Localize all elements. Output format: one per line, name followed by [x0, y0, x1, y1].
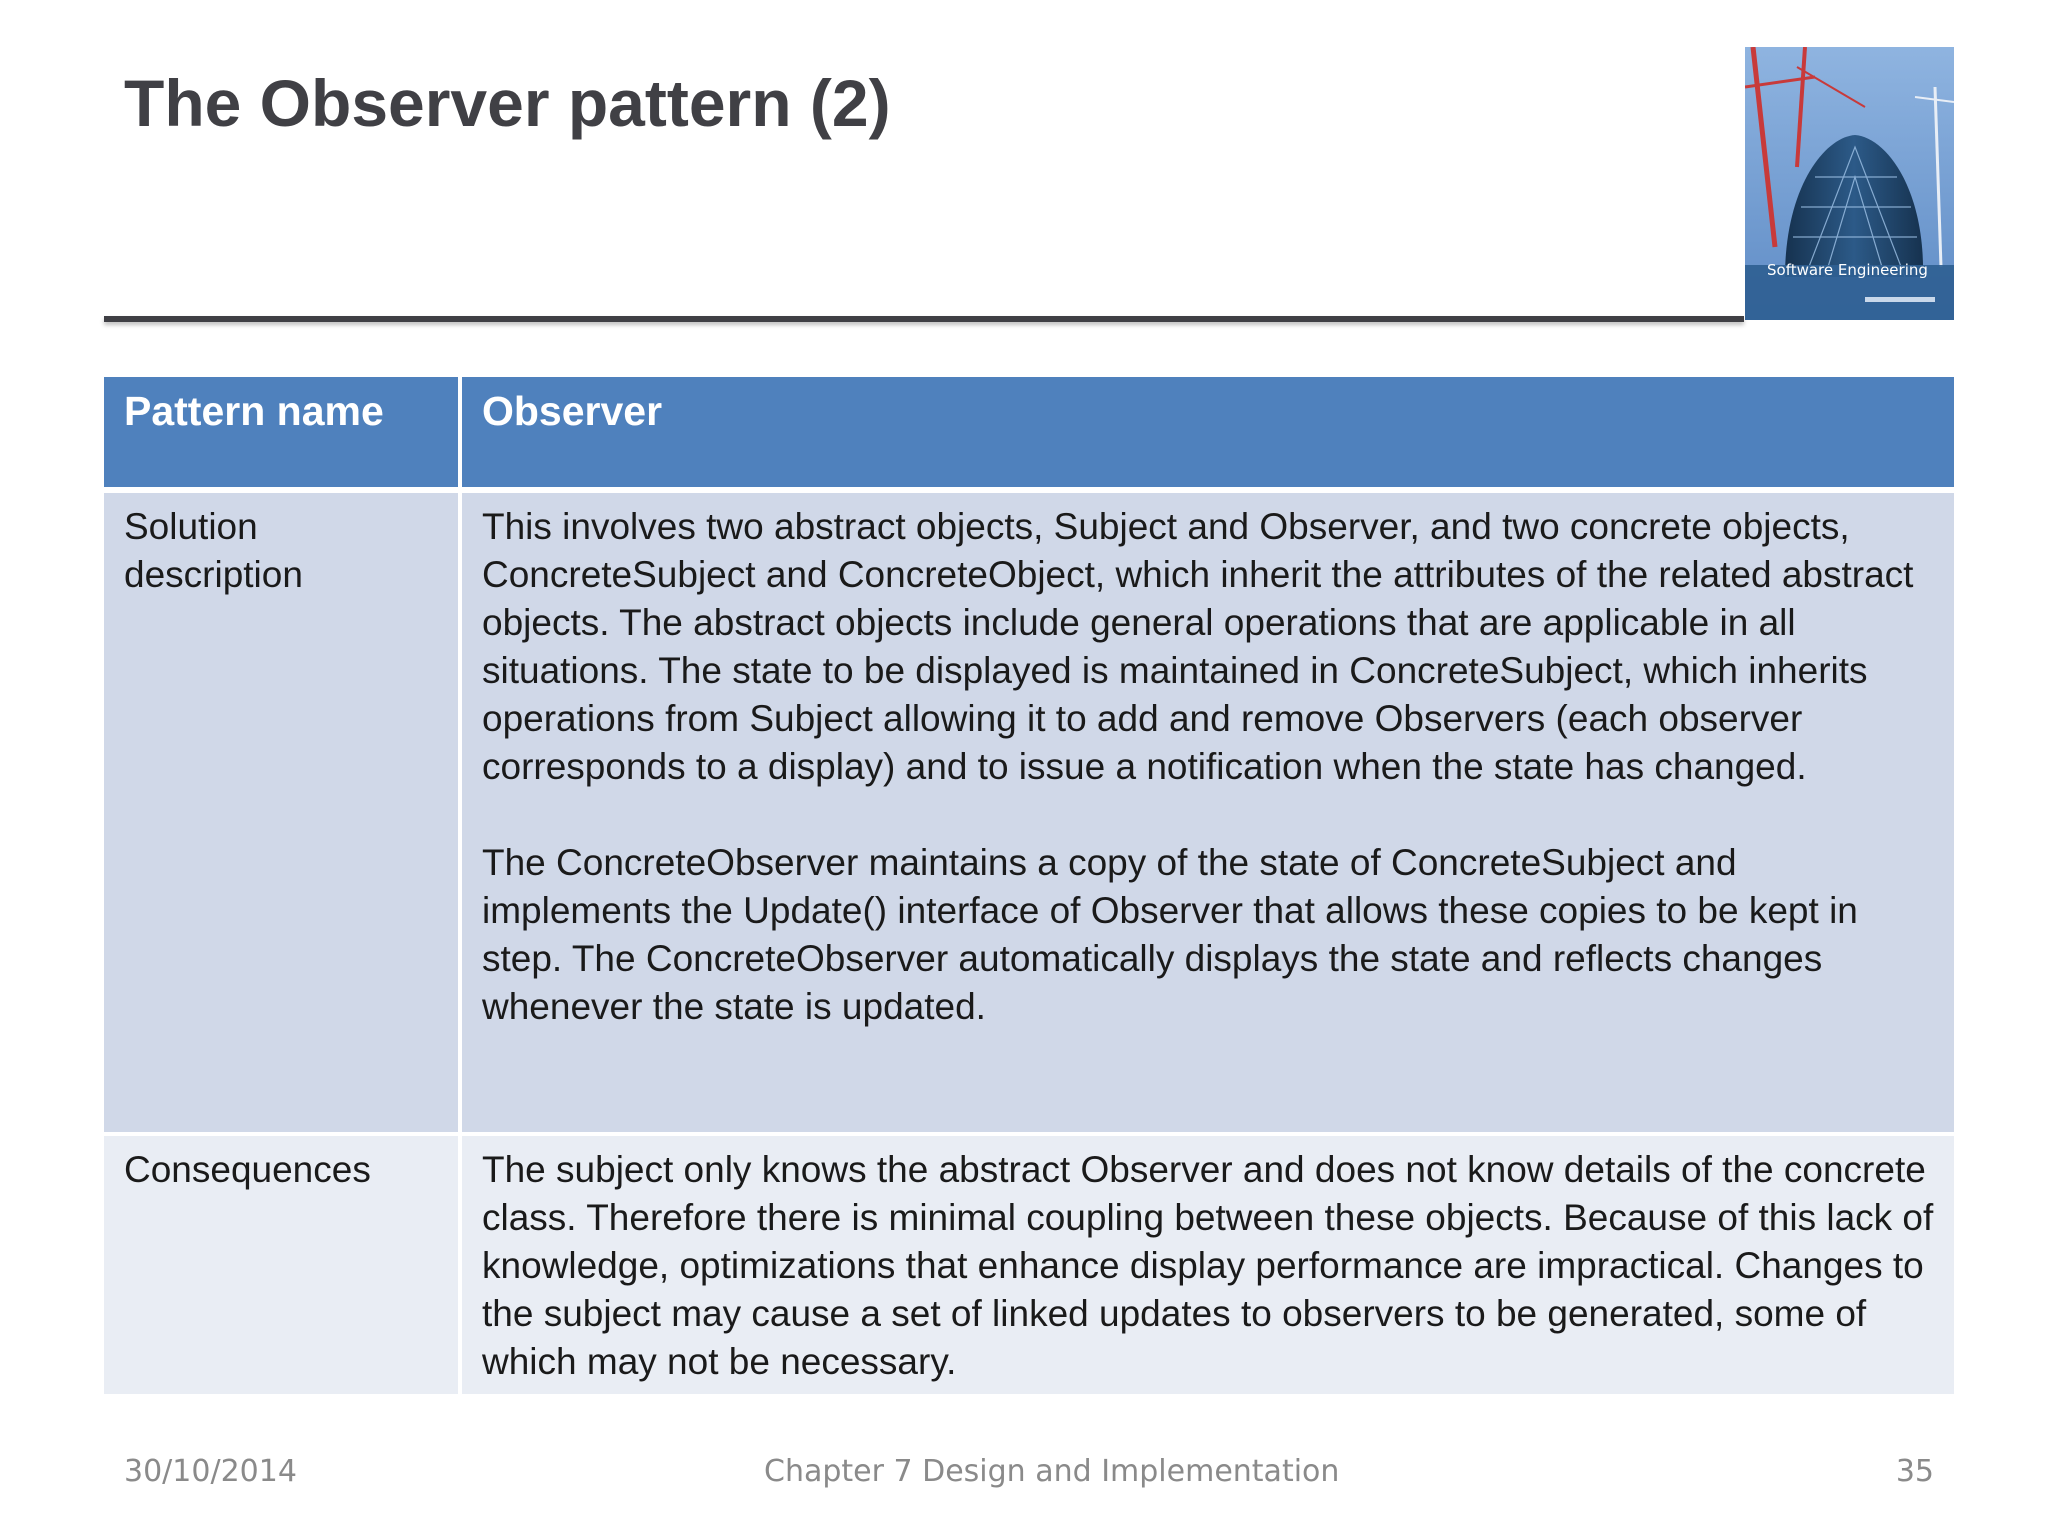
table-header-row	[104, 377, 1954, 493]
svg-text:Software Engineering: Software Engineering	[1767, 261, 1928, 279]
row-label-consequences: Consequences	[104, 1136, 462, 1394]
book-cover-image	[1745, 47, 1954, 320]
title-divider	[104, 316, 1744, 322]
table-row-consequences	[104, 1136, 1954, 1394]
row-value-consequences	[462, 1136, 1954, 1394]
header-pattern-name-label: Pattern name	[104, 377, 462, 493]
consequences-paragraph: The subject only knows the abstract Observer and does not know details of the concrete class. Therefore there is minimal coupling between these objects. Because of this lack of knowledge, optimizations that enhance display performance are impractical. Changes to the subject may cause a set of linked updates to observers to be generated, some of which may not be necessary.	[482, 1149, 1934, 1382]
footer-page-number: 35	[1895, 1454, 1934, 1489]
table-row-solution-description	[104, 493, 1954, 1136]
footer-date: 30/10/2014	[124, 1454, 297, 1489]
pattern-table	[104, 377, 1954, 1394]
header-pattern-name-value: Observer	[462, 377, 1954, 493]
footer-chapter-title: Chapter 7 Design and Implementation	[764, 1454, 1340, 1489]
row-value-solution-description	[462, 493, 1954, 1136]
solution-paragraph-1: This involves two abstract objects, Subject and Observer, and two concrete objects, ConcreteSubject and ConcreteObject, which inherit the attributes of the related abstract objects. The abstract objects include general operations that are applicable in all situations. The state to be displayed is maintained in ConcreteSubject, which inherits operations from Subject allowing it to add and remove Observers (each observer corresponds to a display) and to issue a notification when the state has changed.	[482, 506, 1914, 787]
solution-paragraph-2: The ConcreteObserver maintains a copy of the state of ConcreteSubject and implements the Update() interface of Observer that allows these copies to be kept in step. The ConcreteObserver automatically displays the state and reflects changes whenever the state is updated.	[482, 842, 1858, 1027]
slide-title: The Observer pattern (2)	[124, 66, 891, 140]
row-label-solution-description: Solution description	[104, 493, 462, 1136]
